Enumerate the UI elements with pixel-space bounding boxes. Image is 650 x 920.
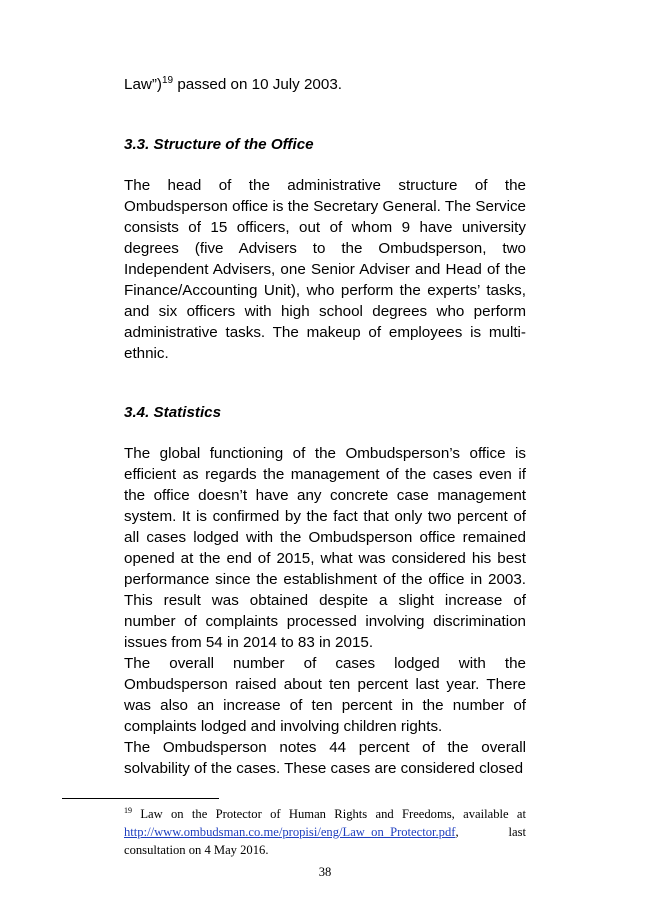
page-body: [124, 74, 526, 779]
intro-rest: passed on 10 July 2003.: [173, 76, 342, 93]
statistics-paragraph-3: The Ombudsperson notes 44 percent of the overall solvability of the cases. These cases are considered closed: [124, 739, 526, 777]
intro-text: Law”): [124, 76, 162, 93]
footnote: [124, 805, 526, 859]
footnote-divider: [62, 798, 219, 799]
footnote-reference[interactable]: 19: [161, 74, 174, 86]
footnote-number: 19: [124, 805, 132, 815]
section-heading-structure: 3.3. Structure of the Office: [124, 136, 314, 153]
page-number: 38: [318, 865, 332, 879]
footnote-text-before: Law on the Protector of Human Rights and Freedoms, available at: [132, 807, 526, 821]
section-heading-statistics: 3.4. Statistics: [124, 404, 222, 421]
intro-line: [124, 74, 526, 95]
footnote-text-after: , last consultation on 4 May 2016.: [124, 825, 526, 857]
footnote-link[interactable]: http://www.ombudsman.co.me/propisi/eng/Law_on_Protector.pdf: [124, 825, 456, 839]
structure-paragraph: The head of the administrative structure of the Ombudsperson office is the Secretary General. The Service consists of 15 officers, out of whom 9 have university degrees (five Advisers to the Ombudsperson, two Independent Advisers, one Senior Adviser and Head of the Finance/Accounting Unit), who perform the experts’ tasks, and six officers with high school degrees who perform administrative tasks. The makeup of employees is multi-ethnic.: [124, 177, 526, 362]
statistics-paragraph-1: The global functioning of the Ombudsperson’s office is efficient as regards the management of the cases even if the office doesn’t have any concrete case management system. It is confirmed by the fact that only two percent of all cases lodged with the Ombudsperson office remained opened at the end of 2015, what was considered his best performance since the establishment of the office in 2003. This result was obtained despite a slight increase of number of complaints processed involving discrimination issues from 54 in 2014 to 83 in 2015.: [124, 445, 526, 651]
statistics-paragraph-2: The overall number of cases lodged with the Ombudsperson raised about ten percent last year. There was also an increase of ten percent in the number of complaints lodged and involving children rights.: [124, 655, 526, 735]
